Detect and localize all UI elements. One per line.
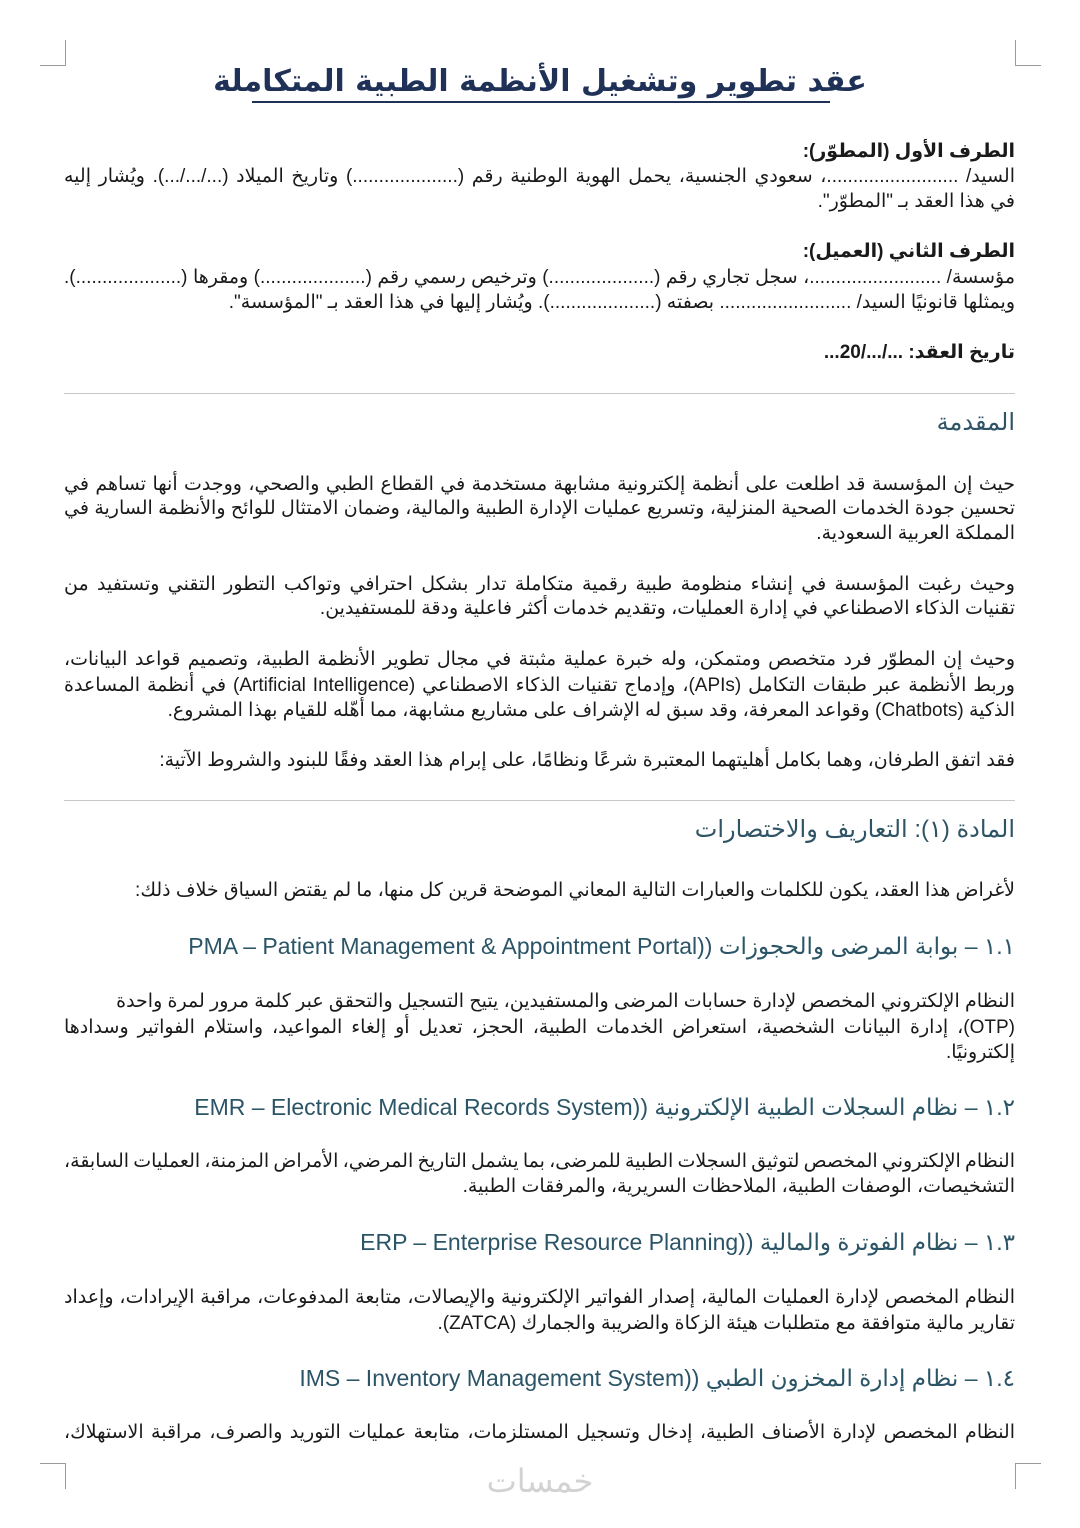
- intro-paragraph-line: تقنيات الذكاء الاصطناعي في إدارة العمليات، وتقديم خدمات أكثر فاعلية ودقة للمستفيدين.: [319, 598, 1015, 619]
- margin-mark-top-left: [40, 40, 66, 66]
- definition-heading: ١.٣ – نظام الفوترة والمالية ((ERP – Enterprise Resource Planning: [360, 1229, 1015, 1255]
- intro-paragraph-line: فقد اتفق الطرفان، وهما بكامل أهليتهما المعتبرة شرعًا ونظامًا، على إبرام هذا العقد وفقًا للبنود والشروط الآتية:: [159, 750, 1015, 771]
- intro-paragraph-line: الذكية (Chatbots) وقواعد المعرفة، وقد سبق له الإشراف على مشاريع مشابهة، مما أهّله للقيام بهذا المشروع.: [167, 700, 1015, 721]
- margin-mark-top-right: [1015, 40, 1041, 66]
- definition-heading: ١.١ – بوابة المرضى والحجوزات ((PMA – Patient Management & Appointment Portal: [188, 933, 1015, 959]
- definition-line: النظام الإلكتروني المخصص لتوثيق السجلات الطبية للمرضى، بما يشمل التاريخ المرضي، الأمراض المزمنة، العمليات السابقة،: [64, 1151, 1015, 1172]
- intro-paragraph-line: حيث إن المؤسسة قد اطلعت على أنظمة إلكترونية مشابهة مستخدمة في القطاع الطبي والصحي، ووجدت أنها تساهم في: [64, 474, 1015, 495]
- watermark-logo: خمسات: [486, 1462, 594, 1500]
- intro-paragraph-line: وحيث رغبت المؤسسة في إنشاء منظومة طبية رقمية متكاملة تدار بشكل احترافي وتواكب التطور التقني وتستفيد من: [64, 574, 1015, 595]
- intro-paragraph-line: المملكة العربية السعودية.: [816, 523, 1015, 544]
- definition-heading: ١.٤ – نظام إدارة المخزون الطبي ((IMS – Inventory Management System: [299, 1365, 1015, 1391]
- contract-date: تاريخ العقد: .../.../20...: [823, 342, 1015, 363]
- article1-heading: المادة (١): التعاريف والاختصارات: [694, 816, 1015, 843]
- intro-paragraph-line: وربط الأنظمة عبر طبقات التكامل (APIs)، وإدماج تقنيات الذكاء الاصطناعي (Artificial Intelligence) في أنظمة المساعدة: [64, 675, 1015, 696]
- party1-line: السيد/ .........................، سعودي الجنسية، يحمل الهوية الوطنية رقم (....................) وتاريخ الميلاد (.../.../...). ويُشار إليه: [64, 166, 1015, 187]
- definition-line: النظام الإلكتروني المخصص لإدارة حسابات المرضى والمستفيدين، يتيح التسجيل والتحقق عبر كلمة مرور لمرة واحدة: [116, 991, 1015, 1012]
- intro-paragraph-line: تحسين جودة الخدمات الصحية المنزلية، وتسريع عمليات الإدارة الطبية والمالية، وضمان الامتثال للوائح والأنظمة السارية في: [64, 498, 1015, 519]
- intro-heading: المقدمة: [936, 409, 1015, 436]
- party2-line: مؤسسة/ .........................، سجل تجاري رقم (....................) وترخيص رسمي رقم (....................) ومقرها (....................).: [64, 267, 1015, 288]
- title-underline: [252, 101, 830, 103]
- intro-paragraph-line: وحيث إن المطوّر فرد متخصص ومتمكن، وله خبرة عملية مثبتة في مجال تطوير الأنظمة الطبية، وتصميم قواعد البيانات،: [64, 649, 1015, 670]
- definition-line: التشخيصات، الوصفات الطبية، الملاحظات السريرية، والمرفقات الطبية.: [462, 1176, 1015, 1197]
- party2-line: ويمثلها قانونيًا السيد/ ......................... بصفته (....................). ويُشار إليها في هذا العقد بـ "المؤسسة".: [228, 292, 1015, 313]
- definition-line: النظام المخصص لإدارة العمليات المالية، إصدار الفواتير الإلكترونية والإيصالات، متابعة المدفوعات، مراقبة الإيرادات، وإعداد: [64, 1287, 1015, 1308]
- party1-line: في هذا العقد بـ "المطوّر".: [817, 191, 1015, 212]
- document-title: عقد تطوير وتشغيل الأنظمة الطبية المتكاملة: [213, 64, 867, 99]
- definition-line: النظام المخصص لإدارة الأصناف الطبية، إدخال وتسجيل المستلزمات، متابعة عمليات التوريد والصرف، مراقبة الاستهلاك،: [64, 1422, 1015, 1443]
- definition-heading: ١.٢ – نظام السجلات الطبية الإلكترونية ((EMR – Electronic Medical Records System: [194, 1094, 1015, 1120]
- party1-heading: الطرف الأول (المطوّر):: [802, 141, 1015, 162]
- definition-line: إلكترونيًا.: [945, 1042, 1015, 1063]
- article1-lead: لأغراض هذا العقد، يكون للكلمات والعبارات التالية المعاني الموضحة قرين كل منها، ما لم يقتض السياق خلاف ذلك:: [135, 880, 1015, 901]
- divider: [64, 800, 1015, 801]
- definition-line: (OTP)، إدارة البيانات الشخصية، استعراض الخدمات الطبية، الحجز، تعديل أو إلغاء المواعيد، واستلام الفواتير وسدادها: [64, 1017, 1015, 1038]
- party2-heading: الطرف الثاني (العميل):: [802, 241, 1015, 262]
- divider: [64, 393, 1015, 394]
- definition-line: تقارير مالية متوافقة مع متطلبات هيئة الزكاة والضريبة والجمارك (ZATCA).: [437, 1313, 1015, 1334]
